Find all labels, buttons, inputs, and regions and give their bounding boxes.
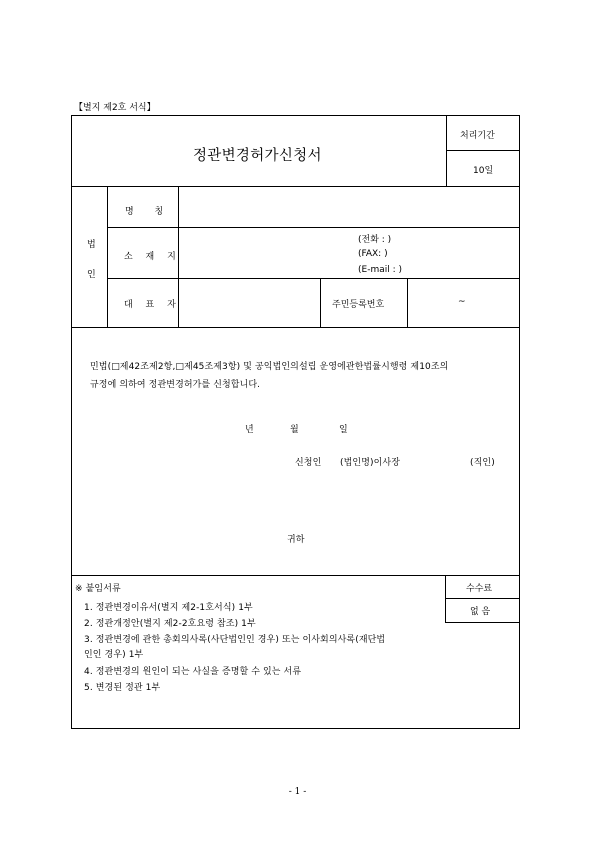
applicant-section-label: 법 <box>87 240 96 250</box>
applicant-signature-label: 신청인 <box>295 458 322 468</box>
attachments-heading: ※ 붙임서류 <box>75 584 121 594</box>
representative-label: 대 표 자 <box>124 300 181 310</box>
divider <box>107 227 519 228</box>
form-title: 정관변경허가신청서 <box>193 148 322 164</box>
attachment-item: 3. 정관변경에 관한 총회의사록(사단법인인 경우) 또는 이사회의사록(재단법 <box>84 635 386 645</box>
date-month: 월 <box>290 425 299 435</box>
date-day: 일 <box>339 425 348 435</box>
attachment-item: 인인 경우) 1부 <box>84 650 144 660</box>
official-seal: (직인) <box>470 458 495 468</box>
fee-value: 없 음 <box>470 607 491 617</box>
divider <box>320 278 321 327</box>
application-form <box>71 115 520 729</box>
phone-field[interactable]: (전화 : ) <box>358 235 392 245</box>
attachment-item: 4. 정관변경의 원인이 되는 사실을 증명할 수 있는 서류 <box>84 667 302 677</box>
address-label: 소 재 지 <box>124 252 181 262</box>
processing-period-label: 처리기간 <box>460 131 495 141</box>
divider <box>72 575 519 576</box>
divider <box>72 186 519 187</box>
applicant-section-label: 인 <box>87 270 96 280</box>
divider <box>107 186 108 327</box>
page-number: - 1 - <box>288 787 307 797</box>
email-field[interactable]: (E-mail : ) <box>358 265 402 275</box>
attachment-item: 1. 정관변경이유서(별지 제2-1호서식) 1부 <box>84 603 253 613</box>
divider <box>446 116 447 186</box>
divider <box>107 278 519 279</box>
resident-number-value[interactable]: ~ <box>458 297 466 307</box>
fax-field[interactable]: (FAX: ) <box>358 249 388 259</box>
resident-number-label: 주민등록번호 <box>332 300 385 310</box>
divider <box>445 598 519 599</box>
divider <box>446 150 519 151</box>
processing-period-value: 10일 <box>473 166 494 176</box>
addressee: 귀하 <box>287 535 305 545</box>
divider <box>407 278 408 327</box>
name-label: 명 칭 <box>125 207 173 217</box>
attachment-item: 2. 정관개정안(별지 제2-2호요령 참조) 1부 <box>84 619 256 629</box>
divider <box>445 622 519 623</box>
date-year: 년 <box>245 425 254 435</box>
form-label: 【별지 제2호 서식】 <box>74 103 156 113</box>
applicant-signature-name: (법인명)이사장 <box>340 458 400 468</box>
request-paragraph: 규정에 의하여 정관변경허가를 신청합니다. <box>90 380 261 390</box>
attachment-item: 5. 변경된 정관 1부 <box>84 683 161 693</box>
fee-label: 수수료 <box>466 584 493 594</box>
divider <box>72 327 519 328</box>
request-paragraph: 민법(□제42조제2항,□제45조제3항) 및 공익법인의설립 운영에관한법률시행령 제10조의 <box>90 362 449 372</box>
